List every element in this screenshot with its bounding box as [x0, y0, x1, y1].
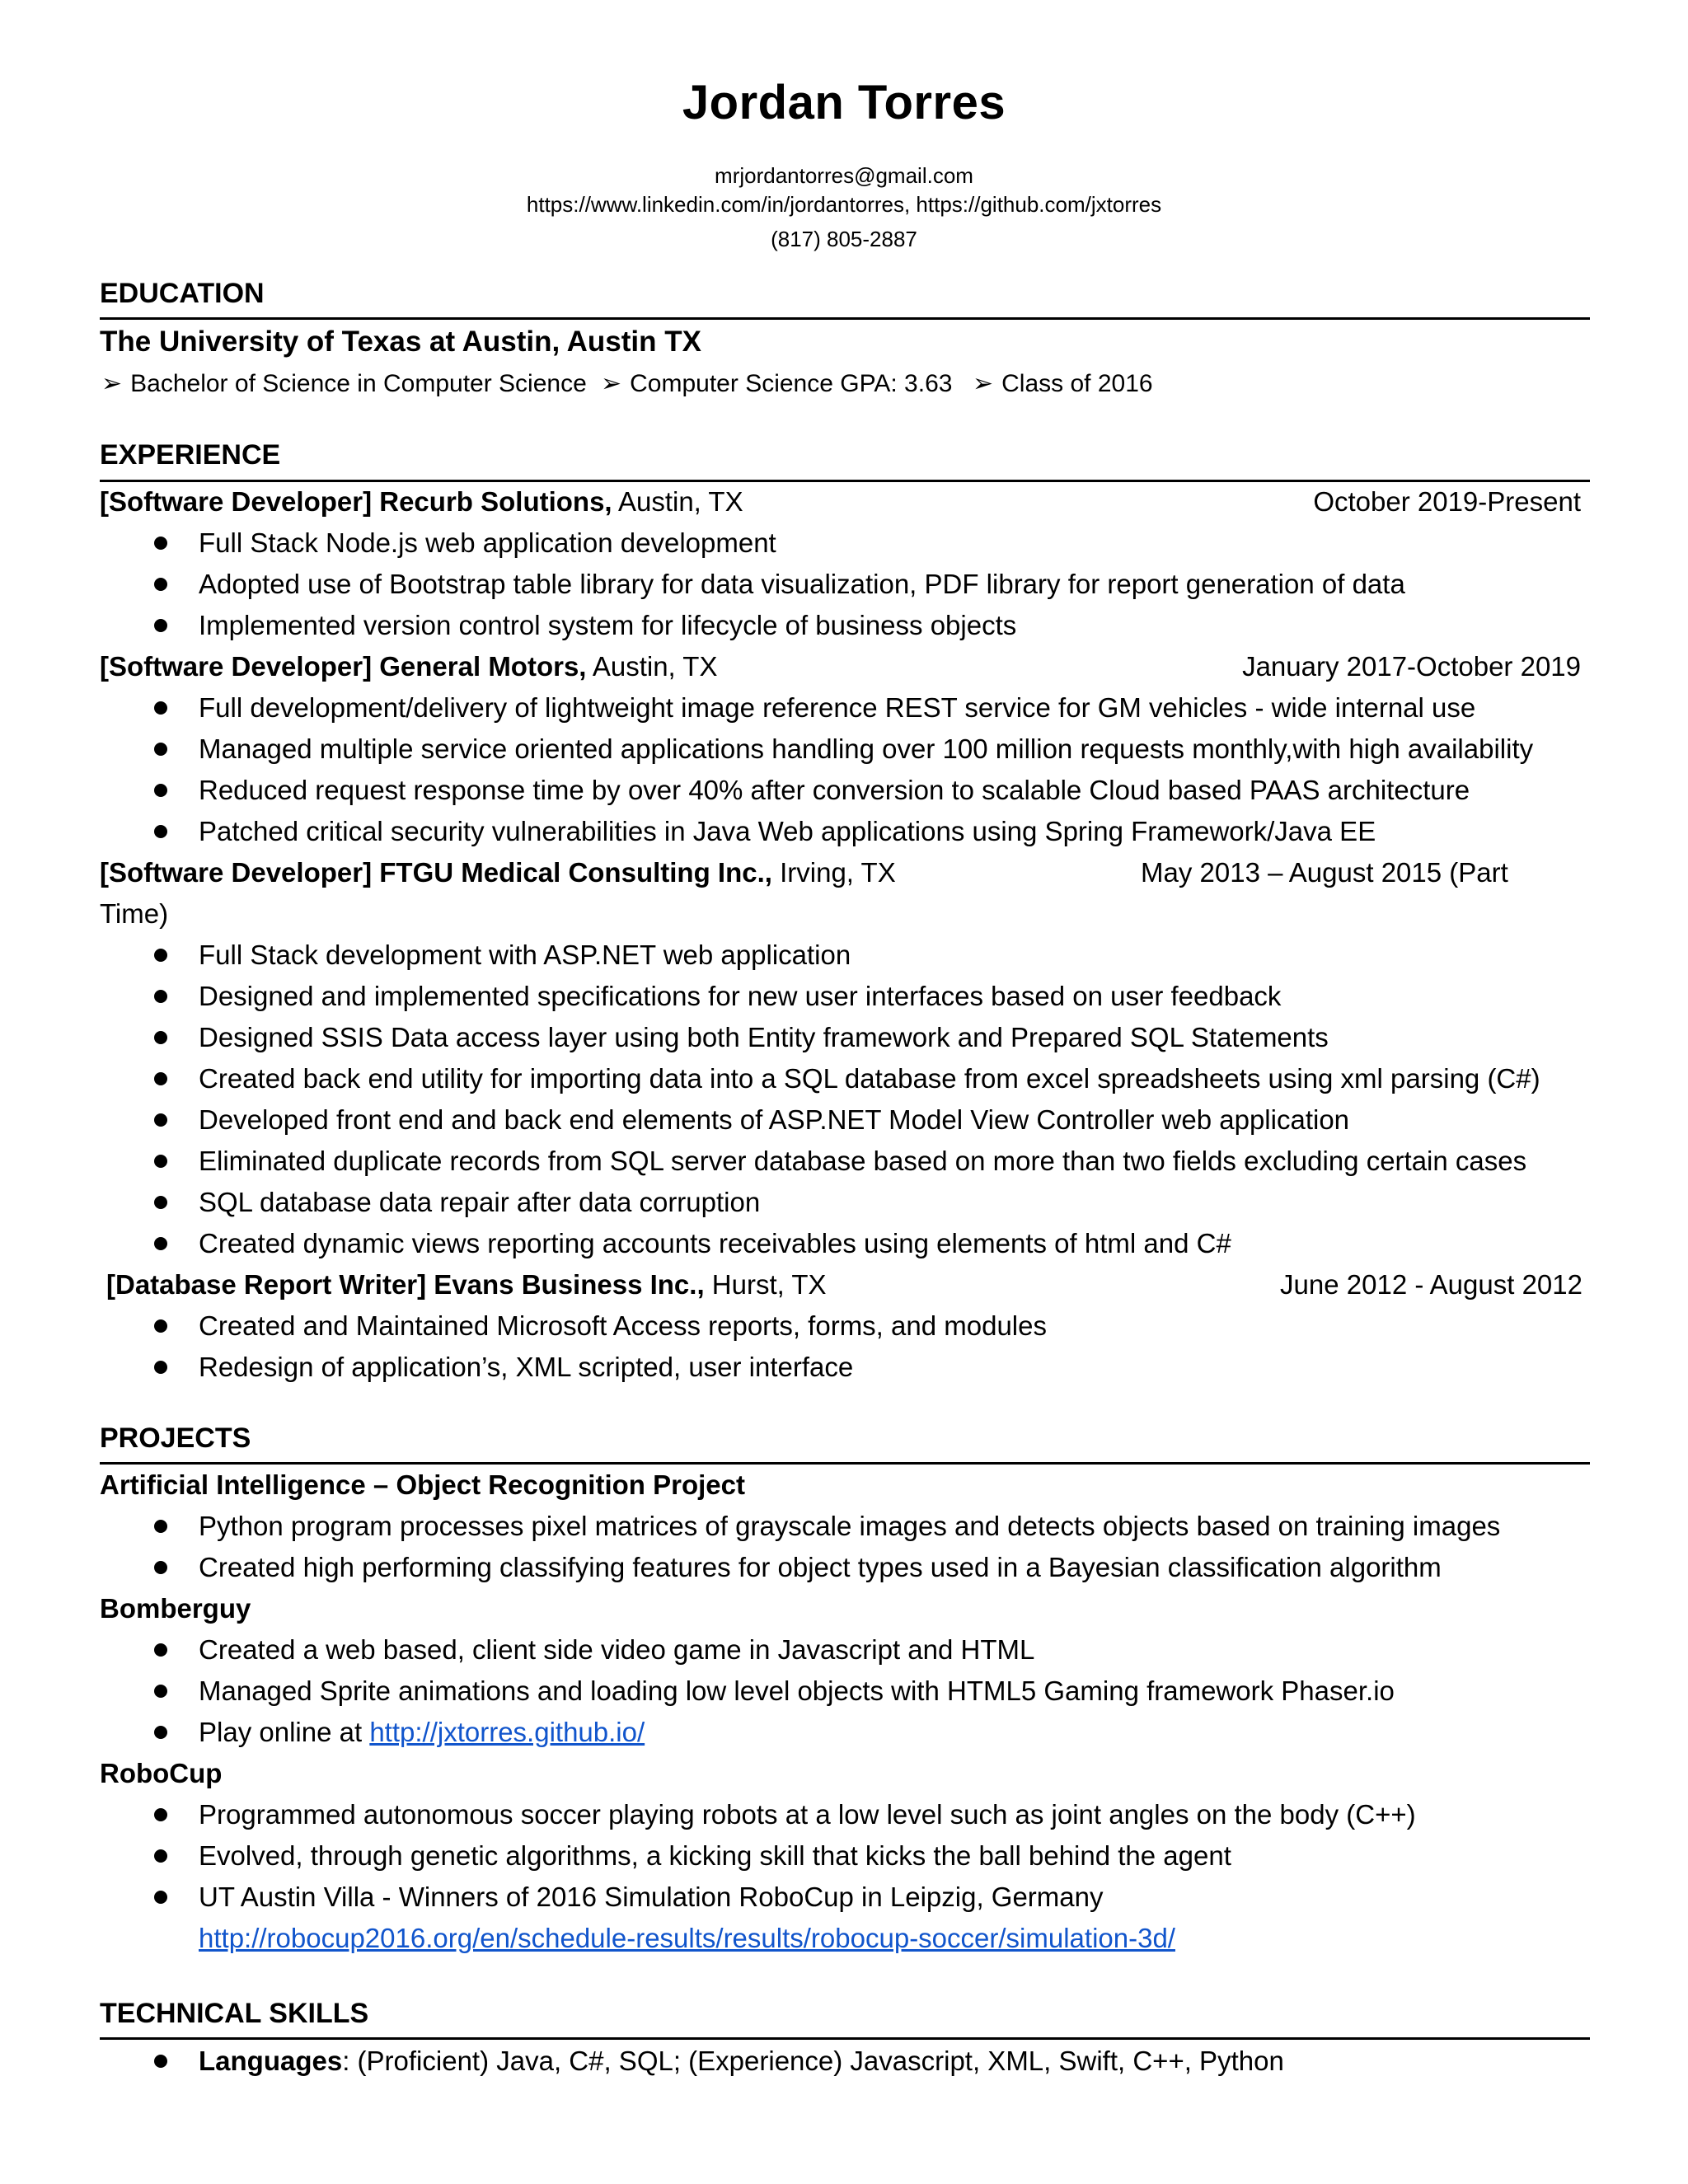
list-item: Created dynamic views reporting accounts receivables using elements of html and C#	[199, 1228, 1231, 1258]
bullet-icon	[154, 1643, 167, 1657]
arrow-bullet-icon: ➢	[101, 370, 123, 397]
candidate-name: Jordan Torres	[682, 76, 1006, 129]
contact-links: https://www.linkedin.com/in/jordantorres, https://github.com/jxtorres	[526, 192, 1162, 217]
section-divider	[100, 1462, 1590, 1465]
bullet-icon	[154, 619, 167, 632]
education-item-class: ➢ Class of 2016	[973, 368, 1153, 401]
job-heading: [Software Developer] FTGU Medical Consulting Inc., Irving, TX	[100, 857, 896, 888]
contact-phone: (817) 805-2887	[771, 227, 917, 251]
list-item: Full development/delivery of lightweight image reference REST service for GM vehicles - wide internal use	[199, 692, 1476, 723]
school-name: The University of Texas at Austin, Austin TX	[100, 326, 701, 358]
list-item: Managed Sprite animations and loading low level objects with HTML5 Gaming framework Phaser.io	[199, 1675, 1395, 1706]
bullet-icon	[154, 784, 167, 797]
section-title-experience: EXPERIENCE	[100, 439, 281, 471]
list-item: Created high performing classifying features for object types used in a Bayesian classification algorithm	[199, 1552, 1442, 1582]
arrow-bullet-icon: ➢	[973, 370, 994, 397]
education-item-gpa: ➢ Computer Science GPA: 3.63	[601, 368, 952, 401]
job-dates: June 2012 - August 2012	[1280, 1269, 1582, 1300]
project-name: Bomberguy	[100, 1593, 251, 1624]
bullet-icon	[154, 743, 167, 756]
list-item: Play online at http://jxtorres.github.io/	[199, 1717, 645, 1747]
contact-email: mrjordantorres@gmail.com	[715, 163, 973, 188]
list-item: Implemented version control system for lifecycle of business objects	[199, 610, 1017, 640]
robocup-results-link[interactable]: http://robocup2016.org/en/schedule-results/results/robocup-soccer/simulation-3d/	[199, 1923, 1175, 1953]
project-name: RoboCup	[100, 1758, 223, 1788]
bullet-icon	[154, 537, 167, 550]
bullet-icon	[154, 2055, 167, 2068]
bullet-icon	[154, 1155, 167, 1168]
list-item: Python program processes pixel matrices of grayscale images and detects objects based on training images	[199, 1511, 1501, 1541]
bullet-icon	[154, 949, 167, 962]
list-item: Patched critical security vulnerabilities in Java Web applications using Spring Framework/Java EE	[199, 816, 1376, 846]
play-online-link[interactable]: http://jxtorres.github.io/	[369, 1717, 645, 1747]
list-item: UT Austin Villa - Winners of 2016 Simulation RoboCup in Leipzig, Germany	[199, 1882, 1104, 1912]
list-item-continued	[199, 1920, 1175, 1957]
bullet-icon	[154, 1520, 167, 1533]
bullet-icon	[154, 1808, 167, 1821]
project-name: Artificial Intelligence – Object Recognition Project	[100, 1469, 745, 1500]
bullet-icon	[154, 578, 167, 591]
bullet-icon	[154, 1072, 167, 1085]
bullet-icon	[154, 1196, 167, 1209]
list-item: Designed SSIS Data access layer using both Entity framework and Prepared SQL Statements	[199, 1022, 1329, 1052]
list-item: Eliminated duplicate records from SQL server database based on more than two fields excluding certain cases	[199, 1146, 1527, 1176]
section-title-projects: PROJECTS	[100, 1422, 251, 1454]
list-item: Full Stack development with ASP.NET web application	[199, 940, 851, 970]
list-item: Created a web based, client side video game in Javascript and HTML	[199, 1634, 1035, 1665]
section-title-skills: TECHNICAL SKILLS	[100, 1998, 369, 2029]
job-dates: January 2017-October 2019	[1242, 651, 1581, 682]
list-item: Full Stack Node.js web application development	[199, 527, 776, 558]
bullet-icon	[154, 1726, 167, 1739]
bullet-icon	[154, 825, 167, 838]
education-item-degree: ➢ Bachelor of Science in Computer Science	[101, 368, 587, 401]
job-dates-continued: Time)	[100, 898, 169, 929]
bullet-icon	[154, 1031, 167, 1044]
list-item: Evolved, through genetic algorithms, a kicking skill that kicks the ball behind the agent	[199, 1840, 1231, 1871]
job-dates: May 2013 – August 2015 (Part	[1141, 857, 1508, 888]
list-item: Redesign of application’s, XML scripted, user interface	[199, 1352, 854, 1382]
bullet-icon	[154, 1237, 167, 1250]
list-item: Created back end utility for importing data into a SQL database from excel spreadsheets using xml parsing (C#)	[199, 1063, 1540, 1094]
job-dates: October 2019-Present	[1313, 486, 1581, 517]
bullet-icon	[154, 701, 167, 715]
list-item: Designed and implemented specifications for new user interfaces based on user feedback	[199, 981, 1282, 1011]
skills-languages: Languages: (Proficient) Java, C#, SQL; (Experience) Javascript, XML, Swift, C++, Python	[199, 2046, 1284, 2076]
job-heading: [Database Report Writer] Evans Business Inc., Hurst, TX	[106, 1269, 827, 1300]
bullet-icon	[154, 1319, 167, 1333]
list-item: Adopted use of Bootstrap table library for data visualization, PDF library for report generation of data	[199, 569, 1405, 599]
arrow-bullet-icon: ➢	[601, 370, 622, 397]
bullet-icon	[154, 1361, 167, 1374]
bullet-icon	[154, 1685, 167, 1698]
list-item: Programmed autonomous soccer playing robots at a low level such as joint angles on the body (C++)	[199, 1799, 1416, 1830]
bullet-icon	[154, 990, 167, 1003]
list-item: Developed front end and back end elements of ASP.NET Model View Controller web application	[199, 1104, 1350, 1135]
job-heading: [Software Developer] General Motors, Austin, TX	[100, 651, 718, 682]
bullet-icon	[154, 1113, 167, 1127]
section-title-education: EDUCATION	[100, 278, 265, 309]
list-item: SQL database data repair after data corruption	[199, 1187, 761, 1217]
bullet-icon	[154, 1891, 167, 1904]
job-heading: [Software Developer] Recurb Solutions, Austin, TX	[100, 486, 743, 517]
list-item: Reduced request response time by over 40% after conversion to scalable Cloud based PAAS architecture	[199, 775, 1470, 805]
section-divider	[100, 2037, 1590, 2040]
bullet-icon	[154, 1561, 167, 1574]
section-divider	[100, 317, 1590, 320]
list-item: Managed multiple service oriented applications handling over 100 million requests monthly,with high availability	[199, 733, 1534, 764]
section-divider	[100, 480, 1590, 482]
bullet-icon	[154, 1849, 167, 1863]
list-item: Created and Maintained Microsoft Access reports, forms, and modules	[199, 1310, 1047, 1341]
